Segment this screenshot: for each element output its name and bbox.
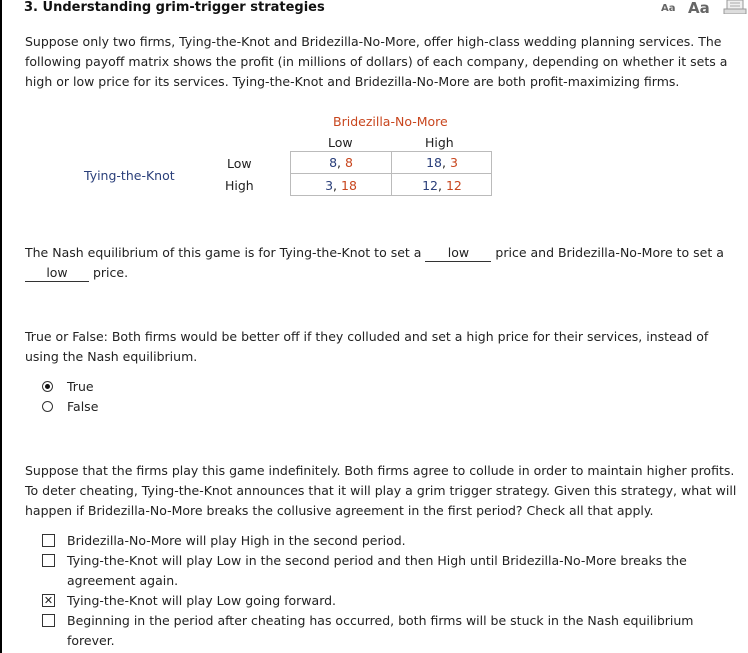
radio-label: False <box>67 399 99 414</box>
payoff-row-player: 12 <box>422 178 439 193</box>
font-size-small-button[interactable]: Aa <box>661 3 676 14</box>
column-header-high: High <box>425 135 454 150</box>
nash-text-part2: price and Bridezilla-No-More to set a <box>495 245 724 260</box>
checkbox-checked[interactable]: ✕ <box>43 594 54 607</box>
print-icon[interactable] <box>723 0 747 14</box>
nash-answer-dropdown-2[interactable]: low <box>25 265 89 282</box>
question-title: 3. Understanding grim-trigger strategies <box>24 0 325 15</box>
nash-text-part3: price. <box>92 265 129 280</box>
payoff-column-player: 18 <box>341 178 357 193</box>
checkbox-label: Beginning in the period after cheating has occurred, both firms will be stuck in the Nash equilibrium forever. <box>67 613 694 648</box>
payoff-column-player: 12 <box>445 178 462 193</box>
checkbox-label: Tying-the-Knot will play Low in the second period and then High until Bridezilla-No-More breaks the agreement again. <box>67 553 687 588</box>
payoff-row-player: 8 <box>329 155 338 170</box>
radio-button[interactable] <box>42 401 53 412</box>
nash-sentence-line2 <box>25 263 128 283</box>
checkbox-label: Bridezilla-No-More will play High in the second period. <box>67 533 406 548</box>
payoff-row-player: 3 <box>325 178 334 193</box>
nash-text-part1: The Nash equilibrium of this game is for Tying-the-Knot to set a <box>25 245 422 260</box>
payoff-cell-low-low: 8, 8 <box>329 155 353 170</box>
row-player-label: Tying-the-Knot <box>84 168 175 183</box>
payoff-column-player: 8 <box>344 155 353 170</box>
payoff-column-player: 3 <box>449 155 458 170</box>
intro-paragraph: Suppose only two firms, Tying-the-Knot and Bridezilla-No-More, offer high-class wedding planning services. The following payoff matrix shows the profit (in millions of dollars) of each company, depending on whether it sets a high or low price for its services. Tying-the-Knot and Bridezilla-No-More are both profit-maximizing firms. <box>25 34 728 89</box>
collude-question: True or False: Both firms would be better off if they colluded and set a high price for their services, instead of using the Nash equilibrium. <box>25 329 709 364</box>
payoff-row-player: 18 <box>426 155 442 170</box>
radio-button-selected[interactable] <box>42 381 53 392</box>
left-border <box>0 0 2 653</box>
checkbox-label: Tying-the-Knot will play Low going forward. <box>67 593 337 608</box>
font-size-large-button[interactable]: Aa <box>688 0 710 17</box>
radio-label: True <box>67 379 94 394</box>
column-player-label: Bridezilla-No-More <box>333 114 448 129</box>
row-header-low: Low <box>227 156 252 171</box>
nash-sentence-line1 <box>25 243 724 263</box>
column-header-low: Low <box>328 135 353 150</box>
checkbox[interactable] <box>42 554 55 567</box>
grid-horizontal-divider <box>291 173 491 174</box>
checkbox[interactable] <box>42 534 55 547</box>
payoff-cell-low-high: 18, 3 <box>426 155 458 170</box>
grim-question: Suppose that the firms play this game indefinitely. Both firms agree to collude in order to maintain higher profits. To deter cheating, Tying-the-Knot announces that it will play a grim trigger strategy. Given this strategy, what will happen if Bridezilla-No-More breaks the collusive agreement in the first period? Check all that apply. <box>25 463 737 518</box>
payoff-cell-high-high: 12, 12 <box>422 178 462 193</box>
nash-answer-dropdown-1[interactable]: low <box>425 245 491 262</box>
question-header <box>0 0 748 18</box>
payoff-grid <box>290 151 492 196</box>
row-header-high: High <box>225 178 254 193</box>
checkbox[interactable] <box>42 614 55 627</box>
payoff-cell-high-low: 3, 18 <box>325 178 357 193</box>
